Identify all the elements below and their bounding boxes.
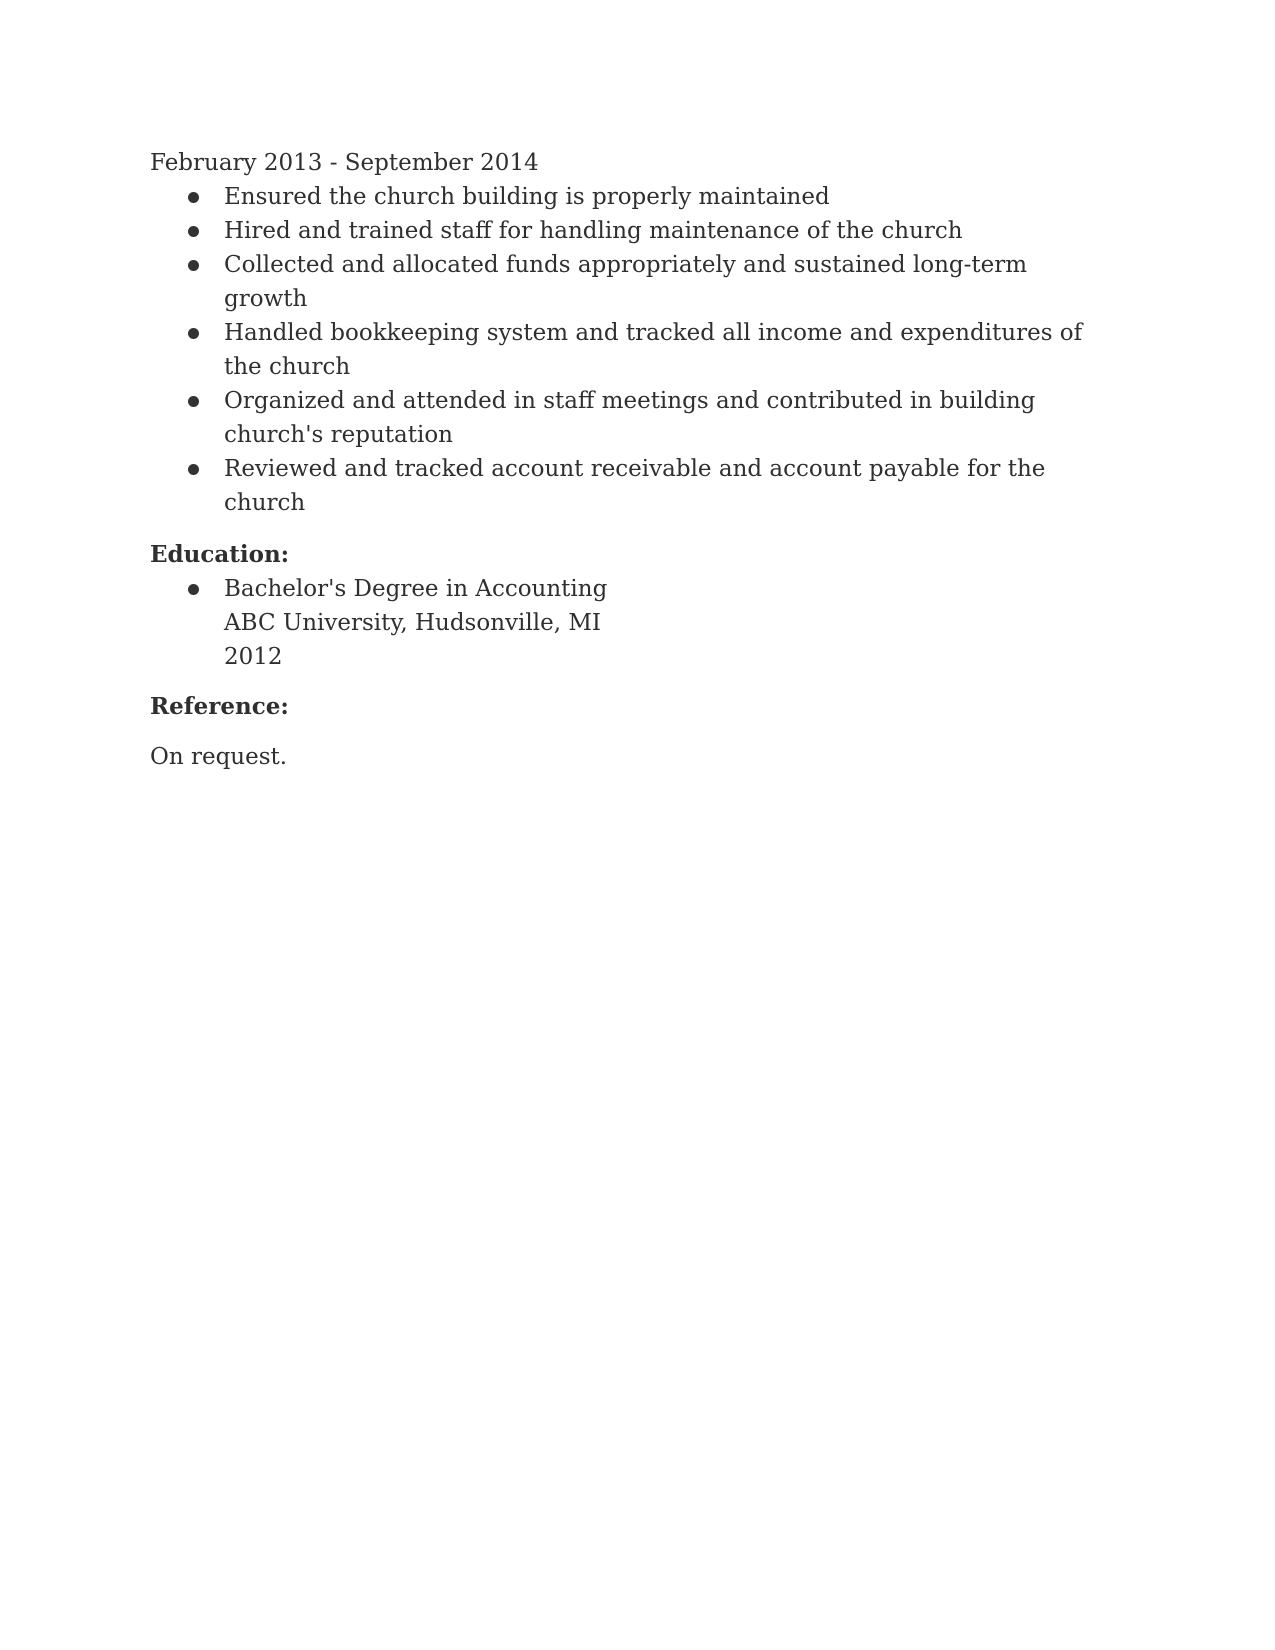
list-item [150,572,1100,674]
bullet-icon [188,328,199,339]
bullet-text: Handled bookkeeping system and tracked all income and expenditures of the church [224,320,1083,380]
bullet-text: Organized and attended in staff meetings and contributed in building church's reputation [224,388,1036,448]
document-page [150,146,1100,774]
education-heading: Education: [150,541,290,568]
bullet-text: Ensured the church building is properly maintained [224,184,830,210]
reference-text: On request. [150,744,288,770]
bullet-text: Collected and allocated funds appropriately and sustained long-term growth [224,252,1028,312]
experience-bullet-list [150,180,1100,520]
education-degree: Bachelor's Degree in Accounting [224,576,608,602]
bullet-text: Reviewed and tracked account receivable and account payable for the church [224,456,1046,516]
bullet-icon [188,584,199,595]
bullet-icon [188,396,199,407]
list-item [150,248,1100,316]
bullet-icon [188,226,199,237]
bullet-icon [188,260,199,271]
bullet-text: Hired and trained staff for handling maintenance of the church [224,218,963,244]
education-school: ABC University, Hudsonville, MI [224,610,601,636]
list-item [150,316,1100,384]
reference-heading: Reference: [150,693,289,720]
list-item [150,452,1100,520]
education-year: 2012 [224,644,283,670]
list-item [150,214,1100,248]
bullet-icon [188,464,199,475]
list-item [150,384,1100,452]
bullet-icon [188,192,199,203]
education-list [150,572,1100,674]
list-item [150,180,1100,214]
experience-date-range: February 2013 - September 2014 [150,150,539,176]
